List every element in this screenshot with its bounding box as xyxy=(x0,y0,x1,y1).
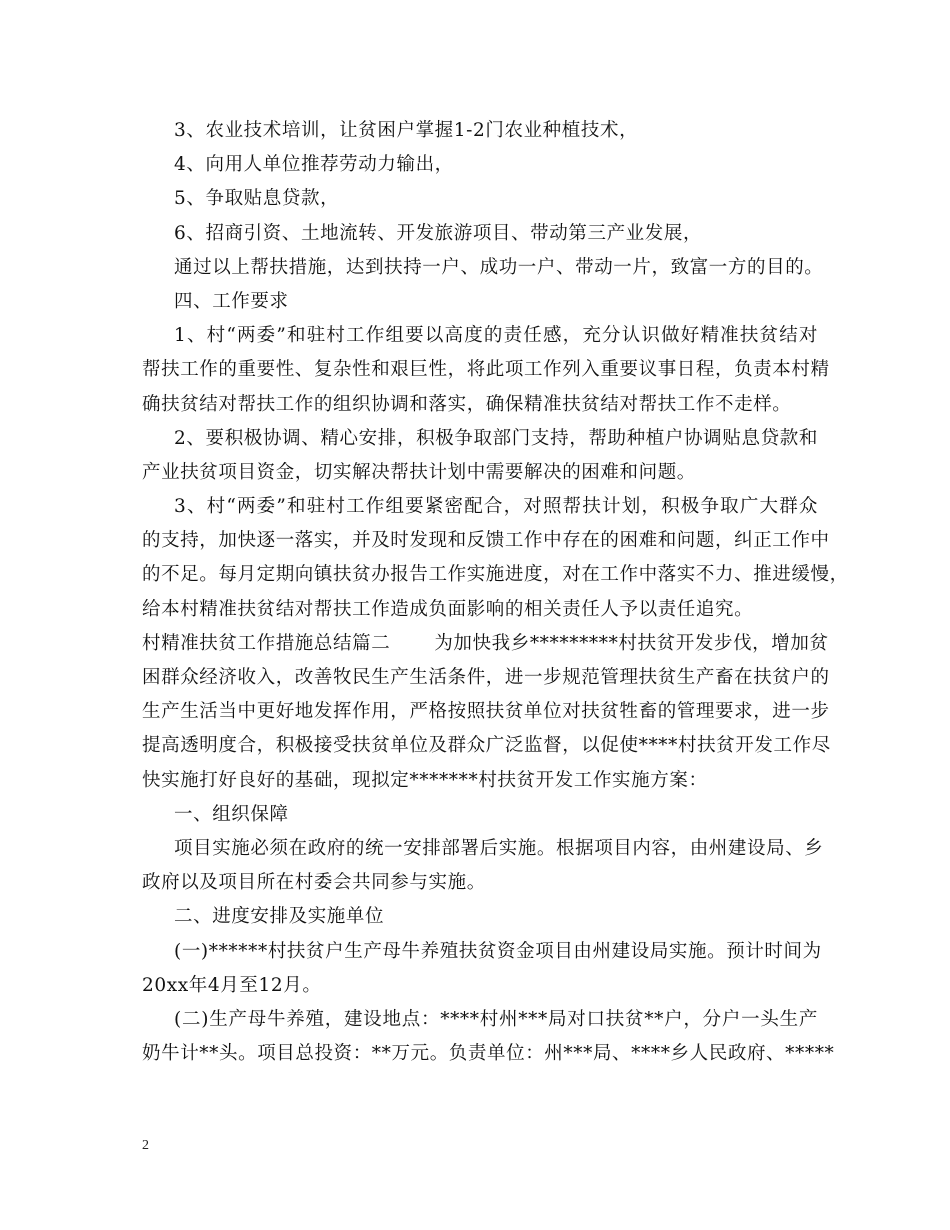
text-line: 2、要积极协调、精心安排，积极争取部门支持，帮助种植户协调贴息贷款和 xyxy=(174,427,818,449)
text-line: 政府以及项目所在村委会共同参与实施。 xyxy=(142,872,486,894)
text-line: 困群众经济收入，改善牧民生产生活条件，进一步规范管理扶贫生产畜在扶贫户的 xyxy=(142,667,830,688)
text-line: 确扶贫结对帮扶工作的组织协调和落实，确保精准扶贫结对帮扶工作不走样。 xyxy=(142,393,792,415)
section-heading: 二、进度安排及实施单位 xyxy=(174,906,385,928)
text-line: 提高透明度合，积极接受扶贫单位及群众广泛监督，以促使****村扶贫开发工作尽 xyxy=(142,735,831,757)
text-line: 5、争取贴息贷款， xyxy=(174,188,340,210)
text-line: 的不足。每月定期向镇扶贫办报告工作实施进度，对在工作中落实不力、推进缓慢， xyxy=(142,564,849,586)
text-line: 给本村精准扶贫结对帮扶工作造成负面影响的相关责任人予以责任追究。 xyxy=(142,598,754,620)
section-heading: 四、工作要求 xyxy=(174,290,289,312)
page-number: 2 xyxy=(142,1138,149,1153)
text-line: 4、向用人单位推荐劳动力输出， xyxy=(174,154,454,176)
text-line: 生产生活当中更好地发挥作用，严格按照扶贫单位对扶贫牲畜的管理要求，进一步 xyxy=(142,701,830,723)
text-line: 通过以上帮扶措施，达到扶持一户、成功一户、带动一片，致富一方的目的。 xyxy=(174,256,824,278)
text-line: 的支持，加快逐一落实，并及时发现和反馈工作中存在的困难和问题，纠正工作中 xyxy=(142,530,830,552)
text-line: 帮扶工作的重要性、复杂性和艰巨性，将此项工作列入重要议事日程，负责本村精 xyxy=(142,359,830,381)
text-line: 3、农业技术培训，让贫困户掌握1-2门农业种植技术， xyxy=(174,120,639,141)
text-line: (二)生产母牛养殖，建设地点：****村州***局对口扶贫**户，分户一头生产 xyxy=(174,1008,818,1030)
text-line: 项目实施必须在政府的统一安排部署后实施。根据项目内容，由州建设局、乡 xyxy=(174,837,824,859)
text-line: 产业扶贫项目资金，切实解决帮扶计划中需要解决的困难和问题。 xyxy=(142,461,696,483)
text-segment: 为加快我乡*********村扶贫开发步伐，增加贫 xyxy=(434,632,829,654)
text-line xyxy=(142,627,829,661)
text-line: (一)******村扶贫户生产母牛养殖扶贫资金项目由州建设局实施。预计时间为 xyxy=(174,940,822,962)
text-line: 20xx年4月至12月。 xyxy=(142,974,322,996)
text-line: 1、村“两委”和驻村工作组要以高度的责任感，充分认识做好精准扶贫结对 xyxy=(174,325,818,347)
text-line: 6、招商引资、土地流转、开发旅游项目、带动第三产业发展， xyxy=(174,222,703,244)
document-body xyxy=(142,114,849,1071)
text-line: 奶牛计**头。项目总投资：**万元。负责单位：州***局、****乡人民政府、***** xyxy=(142,1043,835,1065)
section-heading: 一、组织保障 xyxy=(174,803,289,825)
text-line: 3、村“两委”和驻村工作组要紧密配合，对照帮扶计划，积极争取广大群众 xyxy=(174,496,818,518)
text-line: 快实施打好良好的基础，现拟定*******村扶贫开发工作实施方案： xyxy=(142,769,708,791)
article-title: 村精准扶贫工作措施总结篇二 xyxy=(142,632,391,654)
